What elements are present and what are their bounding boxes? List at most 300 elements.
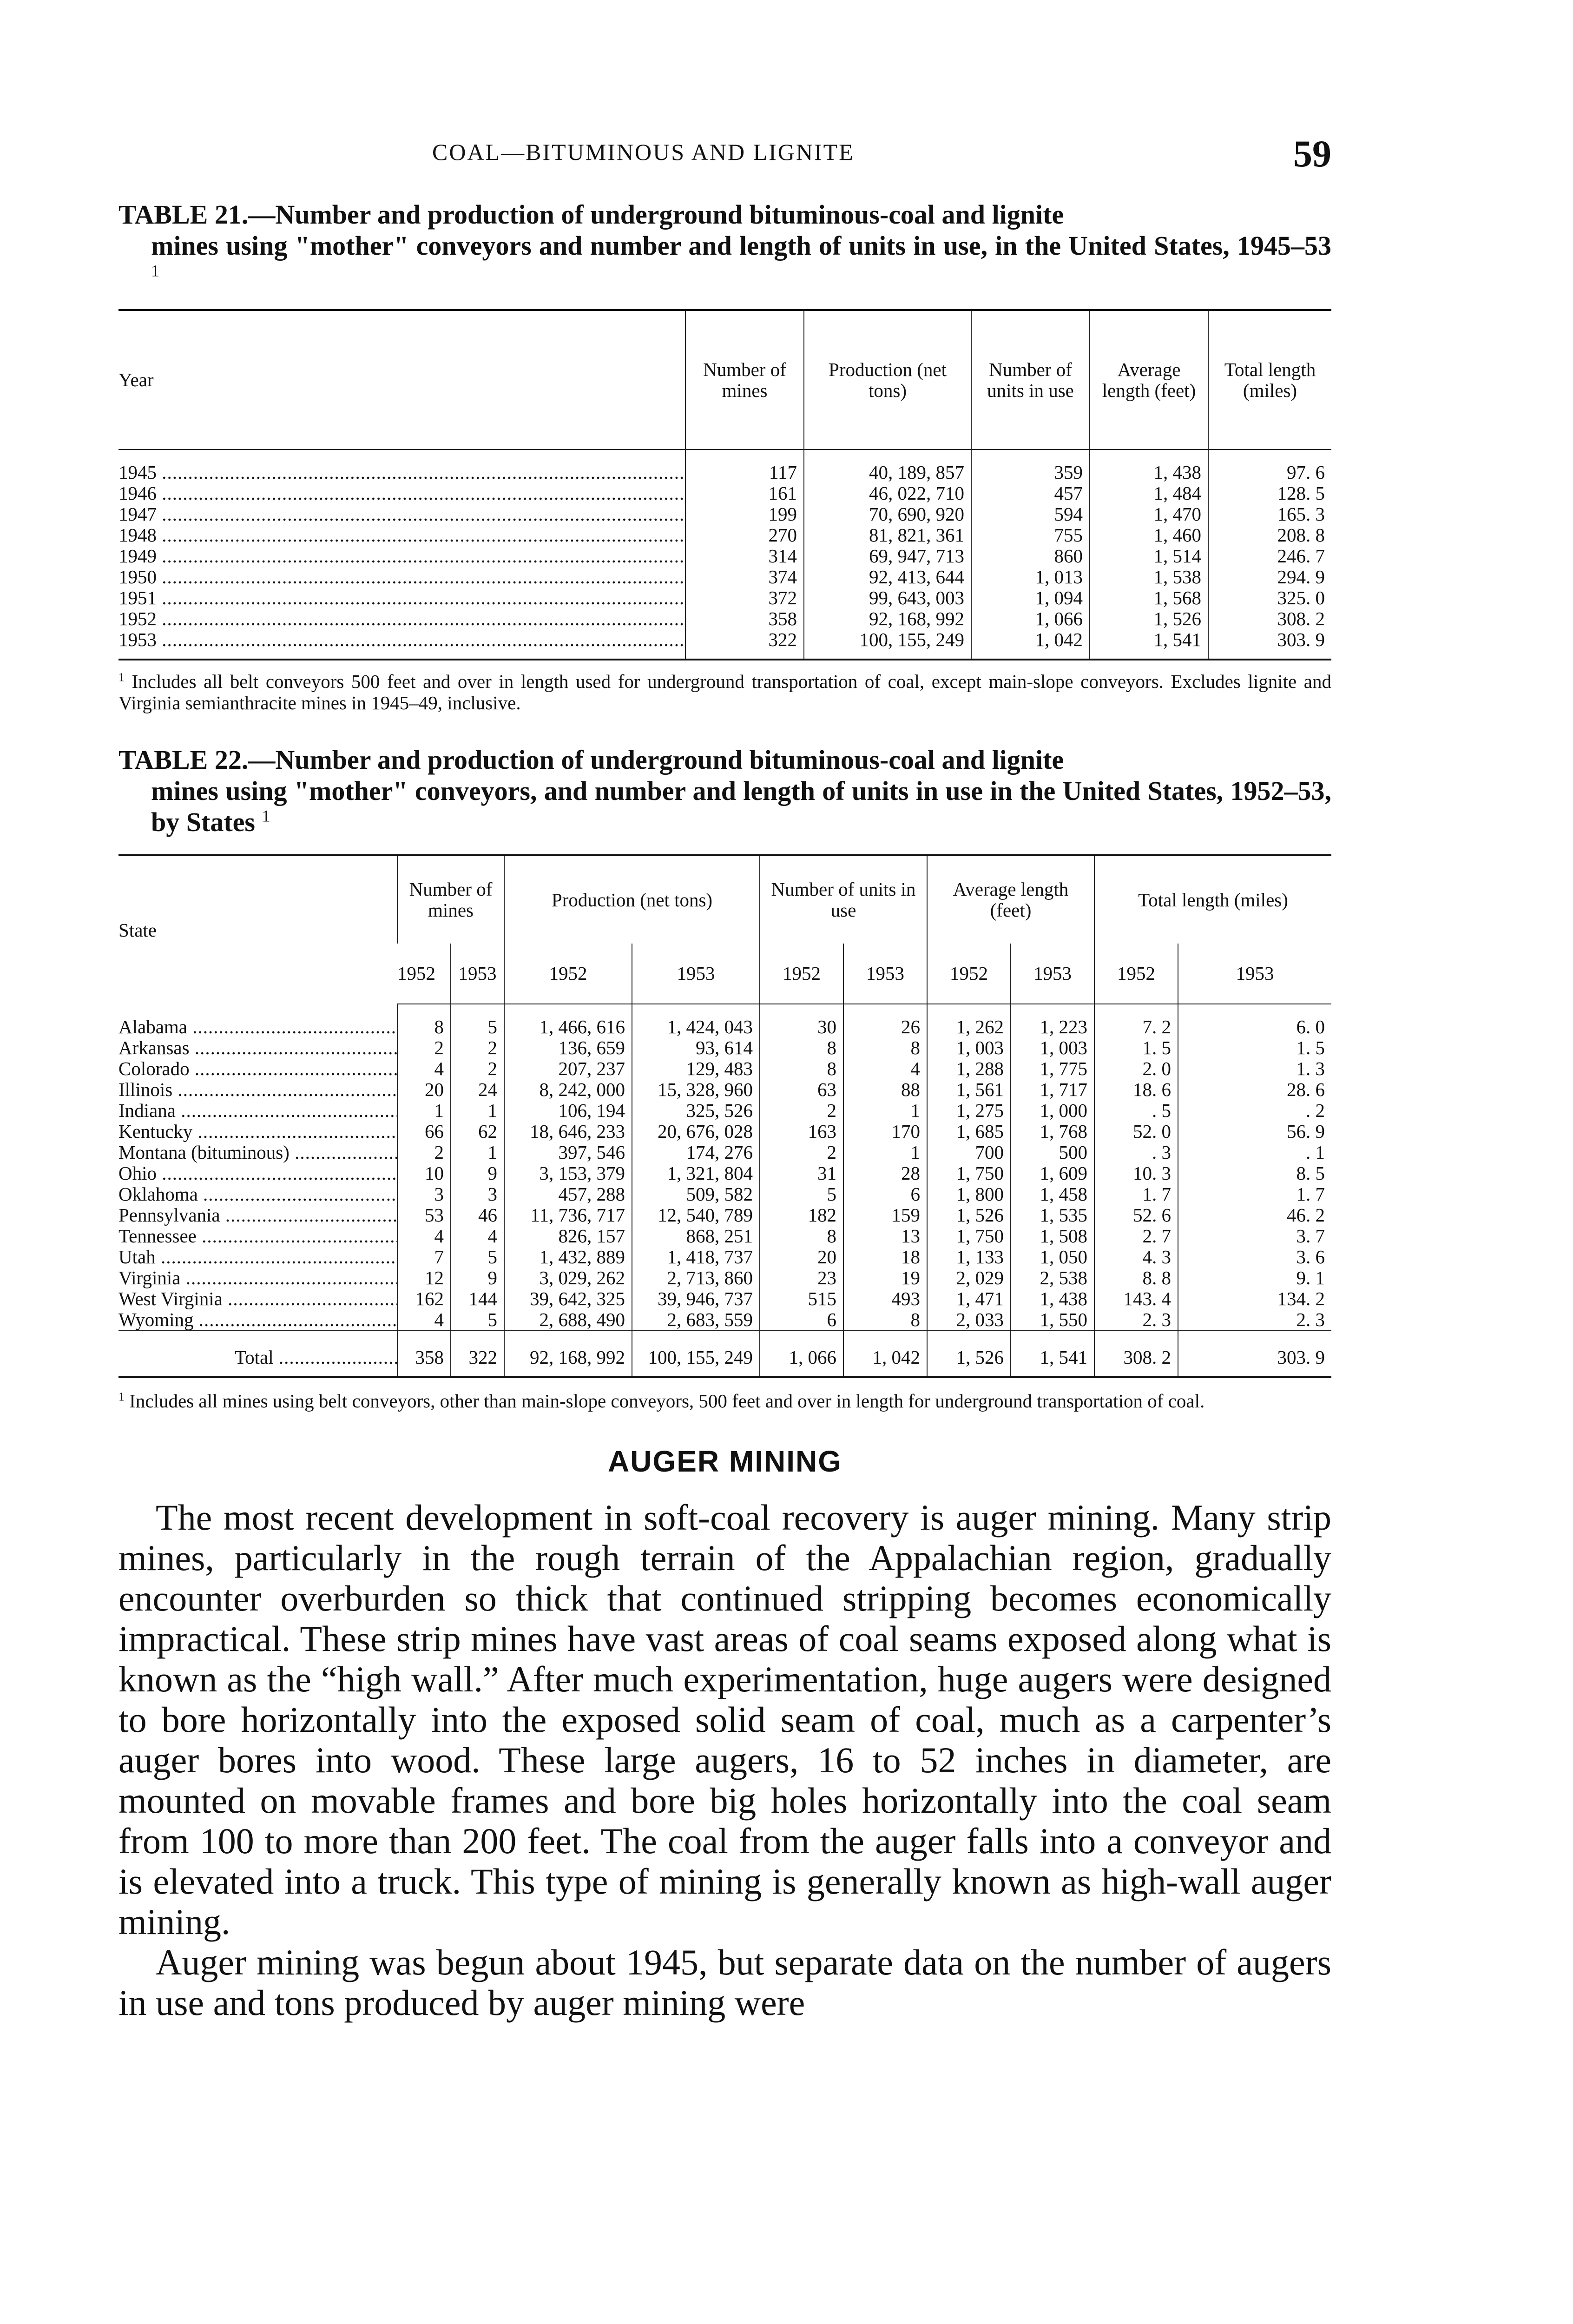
value-cell bbox=[843, 1058, 927, 1079]
total-label: Total ..... bbox=[235, 1347, 397, 1368]
cell-value: 1. 3 bbox=[1296, 1058, 1325, 1079]
cell-value: 359 bbox=[1054, 462, 1083, 483]
cell-value: 2. 7 bbox=[1142, 1225, 1171, 1247]
state-cell bbox=[118, 1100, 397, 1121]
total-row bbox=[118, 1331, 1331, 1377]
cell-value: 10. 3 bbox=[1133, 1162, 1171, 1184]
value-cell bbox=[1178, 1226, 1331, 1247]
year-cell bbox=[118, 504, 685, 525]
total-value: 303. 9 bbox=[1277, 1347, 1325, 1368]
value-cell bbox=[804, 588, 971, 608]
cell-value: 8 bbox=[910, 1037, 920, 1058]
cell-value: 6. 0 bbox=[1296, 1016, 1325, 1037]
value-cell bbox=[1011, 1184, 1094, 1205]
value-cell bbox=[843, 1309, 927, 1331]
state-name: Virginia ..... bbox=[118, 1268, 397, 1288]
state-cell bbox=[118, 1121, 397, 1142]
cell-value: 3. 7 bbox=[1296, 1225, 1325, 1247]
value-cell bbox=[685, 483, 804, 504]
cell-value: 18. 6 bbox=[1133, 1079, 1171, 1100]
cell-value: 1. 5 bbox=[1142, 1037, 1171, 1058]
cell-value: 182 bbox=[808, 1204, 836, 1226]
cell-value: 20 bbox=[425, 1079, 444, 1100]
value-cell bbox=[504, 1100, 632, 1121]
cell-value: 136, 659 bbox=[558, 1037, 625, 1058]
cell-value: 2, 033 bbox=[956, 1309, 1004, 1330]
state-cell bbox=[118, 1142, 397, 1163]
value-cell bbox=[1094, 1100, 1178, 1121]
value-cell bbox=[1208, 608, 1331, 629]
column-header: Average length (feet) bbox=[1090, 310, 1208, 449]
value-cell bbox=[1011, 1079, 1094, 1100]
cell-value: 1, 262 bbox=[956, 1016, 1004, 1037]
table22-caption-lead: TABLE 22.—Number and production of underground bituminous-coal and lignite bbox=[118, 745, 1064, 775]
value-cell bbox=[927, 1163, 1011, 1184]
cell-value: 23 bbox=[817, 1267, 836, 1288]
value-cell bbox=[632, 1004, 760, 1037]
cell-value: 1, 484 bbox=[1153, 482, 1201, 504]
state-cell bbox=[118, 1288, 397, 1309]
state-cell bbox=[118, 1163, 397, 1184]
value-cell bbox=[843, 1037, 927, 1058]
value-cell bbox=[760, 1058, 843, 1079]
value-cell bbox=[632, 1058, 760, 1079]
cell-value: 1, 775 bbox=[1040, 1058, 1087, 1079]
cell-value: 1, 508 bbox=[1040, 1225, 1087, 1247]
value-cell bbox=[451, 1079, 504, 1100]
cell-value: 161 bbox=[768, 482, 797, 504]
cell-value: 5 bbox=[487, 1309, 497, 1330]
value-cell bbox=[451, 1226, 504, 1247]
cell-value: 1, 066 bbox=[1035, 608, 1083, 629]
cell-value: 594 bbox=[1054, 503, 1083, 525]
value-cell bbox=[843, 1163, 927, 1184]
cell-value: 270 bbox=[768, 524, 797, 546]
value-cell bbox=[804, 504, 971, 525]
cell-value: 163 bbox=[808, 1121, 836, 1142]
value-cell bbox=[397, 1247, 451, 1268]
cell-value: 9 bbox=[487, 1267, 497, 1288]
cell-value: 2 bbox=[434, 1142, 444, 1163]
value-cell bbox=[927, 1079, 1011, 1100]
value-cell bbox=[927, 1309, 1011, 1331]
state-name: Illinois ..... bbox=[118, 1079, 397, 1100]
year-header: 1953 bbox=[1011, 944, 1094, 1004]
value-cell bbox=[1090, 629, 1208, 660]
value-cell bbox=[632, 1247, 760, 1268]
cell-value: 4 bbox=[487, 1225, 497, 1247]
cell-value: 1, 526 bbox=[956, 1204, 1004, 1226]
value-cell bbox=[971, 588, 1090, 608]
value-cell bbox=[397, 1184, 451, 1205]
value-cell bbox=[504, 1142, 632, 1163]
cell-value: 30 bbox=[817, 1016, 836, 1037]
cell-value: . 1 bbox=[1306, 1142, 1325, 1163]
cell-value: 4 bbox=[434, 1309, 444, 1330]
value-cell bbox=[971, 608, 1090, 629]
cell-value: 1, 094 bbox=[1035, 587, 1083, 608]
value-cell bbox=[504, 1037, 632, 1058]
cell-value: 1, 541 bbox=[1153, 629, 1201, 650]
cell-value: 2, 683, 559 bbox=[667, 1309, 753, 1330]
cell-value: 308. 2 bbox=[1277, 608, 1325, 629]
cell-value: 207, 237 bbox=[558, 1058, 625, 1079]
cell-value: 1. 7 bbox=[1142, 1183, 1171, 1205]
page-number: 59 bbox=[1293, 132, 1331, 175]
state-name: Utah ..... bbox=[118, 1247, 397, 1268]
cell-value: 1, 438 bbox=[1153, 462, 1201, 483]
value-cell bbox=[504, 1121, 632, 1142]
state-name: Kentucky ..... bbox=[118, 1121, 397, 1142]
value-cell bbox=[927, 1004, 1011, 1037]
cell-value: 246. 7 bbox=[1277, 545, 1325, 567]
table-row bbox=[118, 1004, 1331, 1037]
value-cell bbox=[1090, 546, 1208, 567]
value-cell bbox=[1011, 1205, 1094, 1226]
running-title: COAL—BITUMINOUS AND LIGNITE bbox=[432, 139, 855, 165]
cell-value: 1, 003 bbox=[956, 1037, 1004, 1058]
value-cell bbox=[760, 1184, 843, 1205]
cell-value: 3, 029, 262 bbox=[539, 1267, 625, 1288]
cell-value: 1, 288 bbox=[956, 1058, 1004, 1079]
value-cell bbox=[1208, 546, 1331, 567]
cell-value: 3. 6 bbox=[1296, 1246, 1325, 1268]
cell-value: 397, 546 bbox=[558, 1142, 625, 1163]
state-name: Alabama ..... bbox=[118, 1016, 397, 1037]
value-cell bbox=[451, 1205, 504, 1226]
cell-value: 457 bbox=[1054, 482, 1083, 504]
value-cell bbox=[397, 1121, 451, 1142]
value-cell bbox=[451, 1268, 504, 1288]
value-cell bbox=[927, 1058, 1011, 1079]
year-header: 1953 bbox=[1178, 944, 1331, 1004]
cell-value: 314 bbox=[768, 545, 797, 567]
year-label: 1948 ..... bbox=[118, 525, 685, 546]
table-row bbox=[118, 1268, 1331, 1288]
year-label: 1946 ..... bbox=[118, 483, 685, 504]
cell-value: 18, 646, 233 bbox=[530, 1121, 625, 1142]
group-header: Number of units in use bbox=[760, 855, 927, 944]
value-cell bbox=[1178, 1079, 1331, 1100]
cell-value: 2, 713, 860 bbox=[667, 1267, 753, 1288]
value-cell bbox=[1208, 525, 1331, 546]
cell-value: 325, 526 bbox=[686, 1100, 753, 1121]
value-cell bbox=[685, 504, 804, 525]
column-header: Number of mines bbox=[685, 310, 804, 449]
total-value: 100, 155, 249 bbox=[648, 1347, 753, 1368]
value-cell bbox=[760, 1037, 843, 1058]
cell-value: 6 bbox=[827, 1309, 836, 1330]
value-cell bbox=[1011, 1163, 1094, 1184]
cell-value: 1, 470 bbox=[1153, 503, 1201, 525]
cell-value: 134. 2 bbox=[1277, 1288, 1325, 1309]
state-header: State bbox=[118, 855, 397, 1004]
table-row bbox=[118, 1100, 1331, 1121]
value-cell bbox=[1178, 1309, 1331, 1331]
cell-value: 26 bbox=[901, 1016, 920, 1037]
cell-value: 46, 022, 710 bbox=[869, 482, 964, 504]
value-cell bbox=[1011, 1004, 1094, 1037]
table22-footnote-text: Includes all mines using belt conveyors, other than main-slope conveyors, 500 feet and over in length for underground transportation of coal. bbox=[129, 1390, 1205, 1412]
year-cell bbox=[118, 525, 685, 546]
cell-value: 199 bbox=[768, 503, 797, 525]
year-cell bbox=[118, 629, 685, 660]
table21-footnote-text: Includes all belt conveyors 500 feet and over in length used for underground transportation of coal, except main-slope conveyors. Excludes lignite and Virginia semianthracite mines in 1945–49, inclusive. bbox=[118, 671, 1331, 713]
cell-value: 2 bbox=[827, 1100, 836, 1121]
year-label: 1947 ..... bbox=[118, 504, 685, 525]
value-cell bbox=[685, 525, 804, 546]
value-cell bbox=[1094, 1079, 1178, 1100]
value-cell bbox=[843, 1184, 927, 1205]
value-cell bbox=[927, 1121, 1011, 1142]
value-cell bbox=[927, 1288, 1011, 1309]
value-cell bbox=[760, 1288, 843, 1309]
value-cell bbox=[504, 1309, 632, 1331]
value-cell bbox=[1090, 483, 1208, 504]
value-cell bbox=[843, 1079, 927, 1100]
table-row bbox=[118, 504, 1331, 525]
cell-value: 4. 3 bbox=[1142, 1246, 1171, 1268]
value-cell bbox=[1011, 1226, 1094, 1247]
total-label-cell bbox=[118, 1331, 397, 1377]
cell-value: 1, 685 bbox=[956, 1121, 1004, 1142]
cell-value: 8 bbox=[434, 1016, 444, 1037]
cell-value: 515 bbox=[808, 1288, 836, 1309]
cell-value: 70, 690, 920 bbox=[869, 503, 964, 525]
year-cell bbox=[118, 588, 685, 608]
state-cell bbox=[118, 1309, 397, 1331]
cell-value: 53 bbox=[425, 1204, 444, 1226]
cell-value: 24 bbox=[478, 1079, 497, 1100]
year-label: 1950 ..... bbox=[118, 567, 685, 588]
value-cell bbox=[1178, 1121, 1331, 1142]
cell-value: 1. 5 bbox=[1296, 1037, 1325, 1058]
state-cell bbox=[118, 1058, 397, 1079]
group-header: Total length (miles) bbox=[1094, 855, 1331, 944]
table22-caption-ref: 1 bbox=[262, 806, 270, 825]
value-cell bbox=[1090, 449, 1208, 483]
value-cell bbox=[1178, 1247, 1331, 1268]
value-cell bbox=[632, 1226, 760, 1247]
value-cell bbox=[397, 1288, 451, 1309]
value-cell bbox=[451, 1288, 504, 1309]
cell-value: 1, 800 bbox=[956, 1183, 1004, 1205]
table22 bbox=[118, 854, 1331, 1378]
cell-value: 1, 568 bbox=[1153, 587, 1201, 608]
value-cell bbox=[1090, 525, 1208, 546]
value-cell bbox=[451, 1004, 504, 1037]
cell-value: 457, 288 bbox=[558, 1183, 625, 1205]
value-cell bbox=[1011, 1288, 1094, 1309]
value-cell bbox=[397, 1037, 451, 1058]
cell-value: 162 bbox=[415, 1288, 444, 1309]
state-cell bbox=[118, 1037, 397, 1058]
cell-value: 129, 483 bbox=[686, 1058, 753, 1079]
value-cell bbox=[397, 1309, 451, 1331]
cell-value: 2 bbox=[487, 1058, 497, 1079]
state-name: Oklahoma ..... bbox=[118, 1184, 397, 1205]
value-cell bbox=[451, 1037, 504, 1058]
cell-value: 46. 2 bbox=[1287, 1204, 1325, 1226]
value-cell bbox=[1178, 1205, 1331, 1226]
table-row bbox=[118, 1247, 1331, 1268]
value-cell bbox=[927, 1226, 1011, 1247]
value-cell bbox=[1011, 1247, 1094, 1268]
value-cell bbox=[843, 1100, 927, 1121]
value-cell bbox=[927, 1184, 1011, 1205]
cell-value: 1, 609 bbox=[1040, 1162, 1087, 1184]
table-row bbox=[118, 1288, 1331, 1309]
value-cell bbox=[760, 1205, 843, 1226]
value-cell bbox=[927, 1268, 1011, 1288]
table-row bbox=[118, 546, 1331, 567]
cell-value: 165. 3 bbox=[1277, 503, 1325, 525]
value-cell bbox=[397, 1142, 451, 1163]
year-header: 1952 bbox=[760, 944, 843, 1004]
table-row bbox=[118, 1205, 1331, 1226]
column-header: Number of units in use bbox=[971, 310, 1090, 449]
cell-value: . 3 bbox=[1152, 1142, 1171, 1163]
group-header: Number of mines bbox=[397, 855, 504, 944]
cell-value: 1, 460 bbox=[1153, 524, 1201, 546]
value-cell bbox=[1011, 1037, 1094, 1058]
year-header: 1953 bbox=[843, 944, 927, 1004]
value-cell bbox=[804, 567, 971, 588]
total-value-cell bbox=[760, 1331, 843, 1377]
value-cell bbox=[632, 1184, 760, 1205]
cell-value: 2. 0 bbox=[1142, 1058, 1171, 1079]
cell-value: 4 bbox=[434, 1225, 444, 1247]
table-row bbox=[118, 483, 1331, 504]
cell-value: 46 bbox=[478, 1204, 497, 1226]
value-cell bbox=[760, 1163, 843, 1184]
table-row bbox=[118, 629, 1331, 660]
group-header: Average length (feet) bbox=[927, 855, 1094, 944]
value-cell bbox=[1090, 567, 1208, 588]
value-cell bbox=[685, 588, 804, 608]
total-value-cell bbox=[843, 1331, 927, 1377]
value-cell bbox=[504, 1163, 632, 1184]
value-cell bbox=[1094, 1247, 1178, 1268]
value-cell bbox=[1094, 1226, 1178, 1247]
value-cell bbox=[760, 1142, 843, 1163]
cell-value: 8 bbox=[910, 1309, 920, 1330]
table21-footnote-mark: 1 bbox=[118, 670, 125, 684]
cell-value: 374 bbox=[768, 566, 797, 588]
cell-value: 1, 133 bbox=[956, 1246, 1004, 1268]
value-cell bbox=[397, 1163, 451, 1184]
cell-value: 1, 768 bbox=[1040, 1121, 1087, 1142]
cell-value: 1, 000 bbox=[1040, 1100, 1087, 1121]
value-cell bbox=[632, 1037, 760, 1058]
cell-value: 8 bbox=[827, 1225, 836, 1247]
value-cell bbox=[927, 1037, 1011, 1058]
year-label: 1953 ..... bbox=[118, 629, 685, 650]
state-cell bbox=[118, 1205, 397, 1226]
cell-value: 15, 328, 960 bbox=[658, 1079, 753, 1100]
year-label: 1945 ..... bbox=[118, 462, 685, 483]
cell-value: 39, 642, 325 bbox=[530, 1288, 625, 1309]
value-cell bbox=[1094, 1309, 1178, 1331]
value-cell bbox=[760, 1079, 843, 1100]
value-cell bbox=[843, 1247, 927, 1268]
table21-footnote bbox=[118, 671, 1331, 713]
cell-value: 1, 424, 043 bbox=[667, 1016, 753, 1037]
value-cell bbox=[451, 1184, 504, 1205]
cell-value: 1, 223 bbox=[1040, 1016, 1087, 1037]
value-cell bbox=[1094, 1288, 1178, 1309]
cell-value: 1, 013 bbox=[1035, 566, 1083, 588]
table-row bbox=[118, 1142, 1331, 1163]
cell-value: 159 bbox=[891, 1204, 920, 1226]
value-cell bbox=[632, 1309, 760, 1331]
value-cell bbox=[843, 1226, 927, 1247]
table-row bbox=[118, 588, 1331, 608]
state-name: Tennessee ..... bbox=[118, 1226, 397, 1247]
value-cell bbox=[632, 1163, 760, 1184]
cell-value: 5 bbox=[827, 1183, 836, 1205]
cell-value: 2 bbox=[827, 1142, 836, 1163]
value-cell bbox=[1011, 1100, 1094, 1121]
value-cell bbox=[632, 1079, 760, 1100]
value-cell bbox=[971, 629, 1090, 660]
value-cell bbox=[760, 1247, 843, 1268]
value-cell bbox=[971, 504, 1090, 525]
cell-value: 509, 582 bbox=[686, 1183, 753, 1205]
value-cell bbox=[1178, 1288, 1331, 1309]
state-cell bbox=[118, 1268, 397, 1288]
value-cell bbox=[451, 1247, 504, 1268]
cell-value: 1, 561 bbox=[956, 1079, 1004, 1100]
cell-value: 2 bbox=[487, 1037, 497, 1058]
value-cell bbox=[1178, 1184, 1331, 1205]
value-cell bbox=[971, 449, 1090, 483]
value-cell bbox=[1090, 588, 1208, 608]
cell-value: . 5 bbox=[1152, 1100, 1171, 1121]
value-cell bbox=[927, 1100, 1011, 1121]
value-cell bbox=[504, 1079, 632, 1100]
value-cell bbox=[685, 546, 804, 567]
state-cell bbox=[118, 1247, 397, 1268]
value-cell bbox=[504, 1226, 632, 1247]
table21-caption bbox=[118, 199, 1331, 292]
value-cell bbox=[1011, 1268, 1094, 1288]
group-header: Production (net tons) bbox=[504, 855, 760, 944]
cell-value: 868, 251 bbox=[686, 1225, 753, 1247]
cell-value: 117 bbox=[769, 462, 797, 483]
table22-footnote bbox=[118, 1390, 1331, 1412]
value-cell bbox=[1208, 629, 1331, 660]
year-cell bbox=[118, 449, 685, 483]
cell-value: 325. 0 bbox=[1277, 587, 1325, 608]
total-value-cell bbox=[632, 1331, 760, 1377]
cell-value: 1, 550 bbox=[1040, 1309, 1087, 1330]
cell-value: 100, 155, 249 bbox=[859, 629, 964, 650]
year-header: 1952 bbox=[1094, 944, 1178, 1004]
cell-value: 1, 321, 804 bbox=[667, 1162, 753, 1184]
table22-caption bbox=[118, 744, 1331, 838]
year-header: 1952 bbox=[397, 944, 451, 1004]
cell-value: 1, 471 bbox=[956, 1288, 1004, 1309]
cell-value: 1 bbox=[910, 1100, 920, 1121]
value-cell bbox=[1094, 1058, 1178, 1079]
cell-value: 93, 614 bbox=[696, 1037, 753, 1058]
cell-value: 8 bbox=[827, 1058, 836, 1079]
table21-caption-ref: 1 bbox=[151, 261, 159, 280]
value-cell bbox=[504, 1004, 632, 1037]
value-cell bbox=[685, 629, 804, 660]
value-cell bbox=[843, 1268, 927, 1288]
